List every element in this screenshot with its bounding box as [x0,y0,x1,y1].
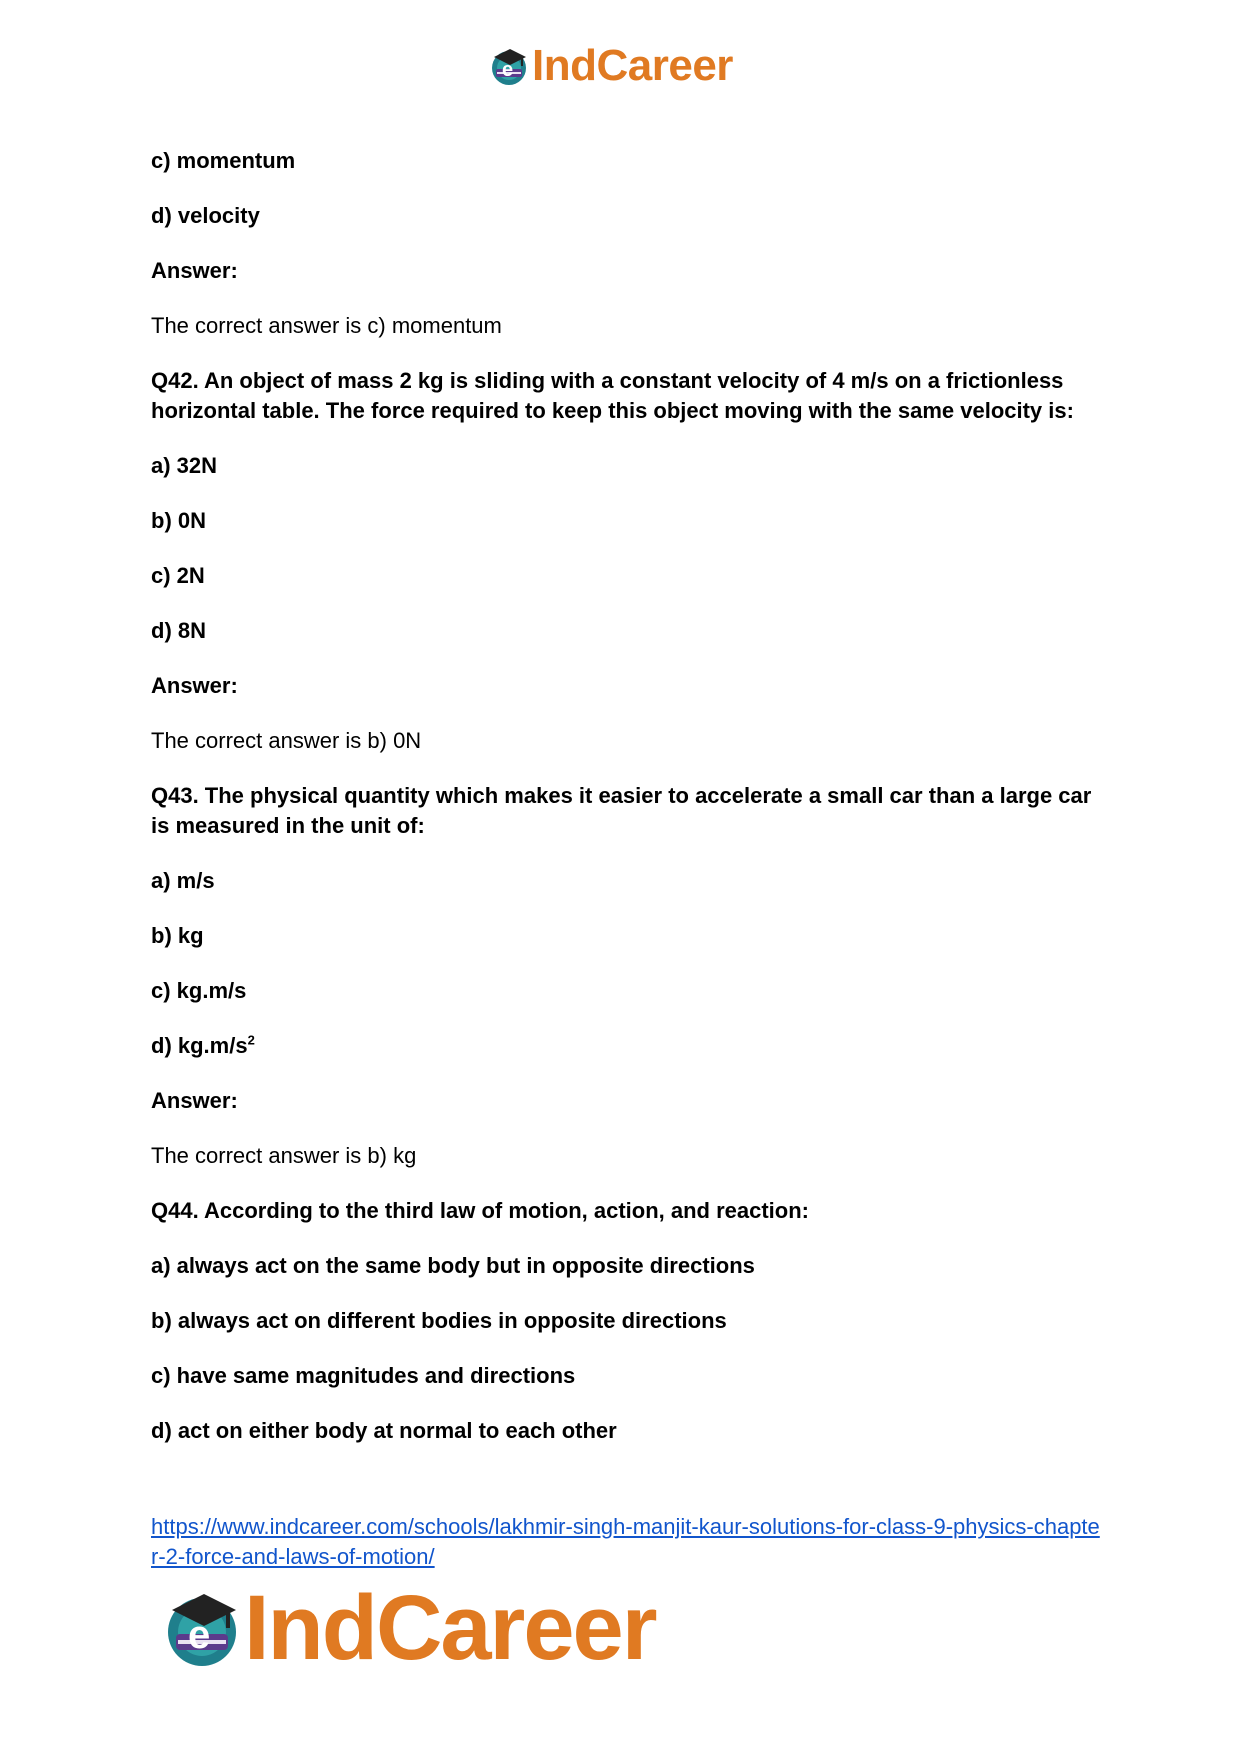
q43-option-b: b) kg [151,923,204,948]
question-44: Q44. According to the third law of motion, action, and reaction: [151,1198,810,1223]
question-42: Q42. An object of mass 2 kg is sliding with a constant velocity of 4 m/s on a frictionless horizontal table. The force required to keep this object moving with the same velocity is: [151,368,1074,423]
q42-answer-text: The correct answer is b) 0N [151,728,422,753]
header-logo-text: IndCareer [532,41,733,90]
superscript-2: 2 [247,1032,255,1048]
answer-text: The correct answer is c) momentum [151,313,502,338]
q44-option-c: c) have same magnitudes and directions [151,1363,576,1388]
q42-answer-heading: Answer: [151,673,238,698]
answer-heading: Answer: [151,258,238,283]
q43-answer-text: The correct answer is b) kg [151,1143,417,1168]
q42-option-d: d) 8N [151,618,206,643]
q43-option-a: a) m/s [151,868,215,893]
graduation-globe-icon [160,1586,244,1670]
option-d-previous: d) velocity [151,203,260,228]
footer-logo [160,1577,656,1679]
q44-option-d: d) act on either body at normal to each other [151,1418,617,1443]
question-43: Q43. The physical quantity which makes it easier to accelerate a small car than a large car is measured in the unit of: [151,783,1092,838]
header-logo [488,40,733,92]
option-c-previous: c) momentum [151,148,296,173]
svg-text:e: e [502,59,514,81]
document-body [151,146,1101,1471]
svg-text:e: e [188,1613,211,1657]
q42-option-c: c) 2N [151,563,205,588]
q43-answer-heading: Answer: [151,1088,238,1113]
source-link[interactable]: https://www.indcareer.com/schools/lakhmir-singh-manjit-kaur-solutions-for-class-9-physics-chapter-2-force-and-laws-of-motion/ [151,1514,1100,1569]
q42-option-a: a) 32N [151,453,218,478]
q42-option-b: b) 0N [151,508,206,533]
footer-logo-text: IndCareer [244,1577,656,1679]
q43-option-c: c) kg.m/s [151,978,247,1003]
q43-option-d-text: d) kg.m/s [151,1033,248,1058]
q44-option-b: b) always act on different bodies in opposite directions [151,1308,727,1333]
q44-option-a: a) always act on the same body but in opposite directions [151,1253,755,1278]
q43-option-d [151,1031,1101,1061]
graduation-globe-icon [488,45,530,87]
